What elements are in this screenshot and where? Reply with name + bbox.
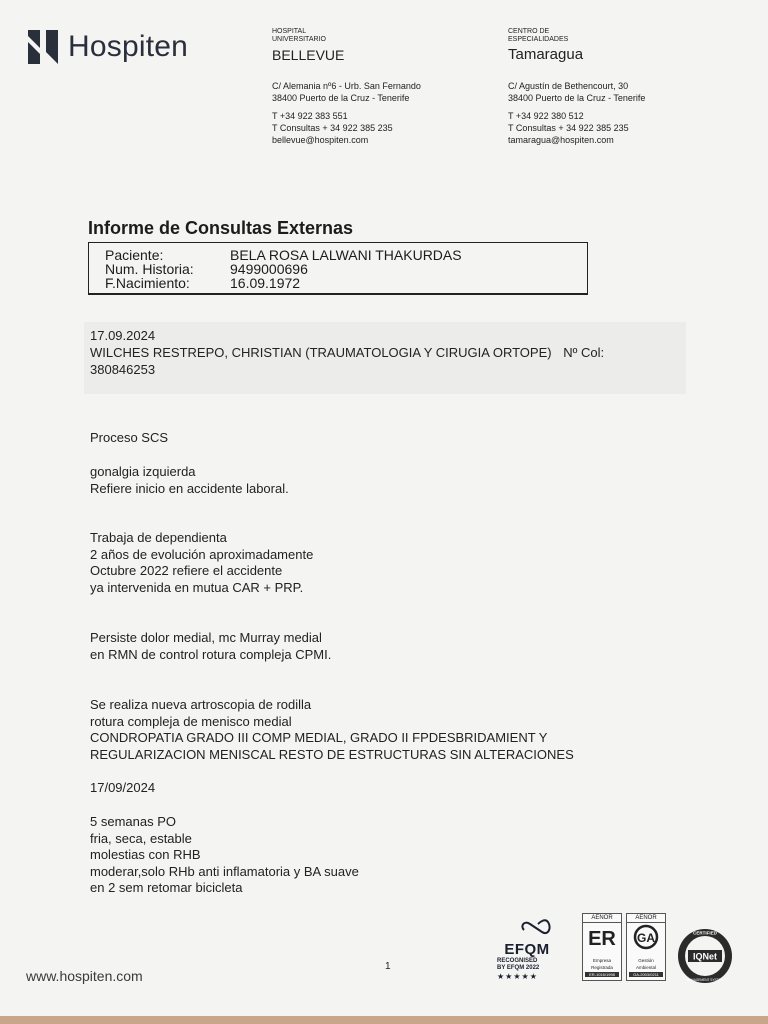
text-line: Se realiza nueva artroscopia de rodilla	[90, 697, 312, 712]
aenor-er-icon	[587, 923, 617, 951]
text-line: molestias con RHB	[90, 847, 201, 862]
hospiten-logo	[26, 28, 188, 66]
hospital-bellevue-block	[272, 28, 421, 146]
text-line: REGULARIZACION MENISCAL RESTO DE ESTRUCTURAS SIN ALTERACIONES	[90, 746, 574, 762]
text-line: en 2 sem retomar bicicleta	[90, 880, 243, 895]
paragraph-followup-date	[90, 780, 155, 797]
centro-name: Tamaragua	[508, 46, 584, 63]
patient-label: Paciente:	[105, 247, 164, 263]
text-line: Proceso SCS	[90, 430, 169, 445]
aenor-sub: Ambiental	[635, 965, 656, 970]
email: bellevue@hospiten.com	[272, 135, 369, 145]
text-line: CONDROPATIA GRADO III COMP MEDIAL, GRADO II FPDESBRIDAMIENT Y	[90, 730, 548, 745]
hospital-type: HOSPITAL UNIVERSITARIO	[272, 28, 326, 43]
report-title: Informe de Consultas Externas	[88, 218, 354, 238]
paragraph-surgery	[90, 697, 574, 763]
hospital-address	[272, 80, 421, 104]
efqm-logo	[497, 916, 557, 981]
paragraph-process	[90, 430, 168, 447]
centro-contact	[508, 110, 645, 146]
svg-text:ER: ER	[588, 928, 616, 950]
address-line: C/ Agustín de Bethencourt, 30	[508, 81, 629, 91]
centro-type: CENTRO DE ESPECIALIDADES	[508, 28, 569, 43]
text-line: fria, seca, estable	[90, 830, 192, 846]
efqm-recognised: RECOGNISED	[497, 958, 538, 964]
phone: T +34 922 383 551	[272, 111, 348, 121]
history-number: 9499000696	[230, 261, 308, 277]
paragraph-complaint	[90, 464, 289, 497]
aenor-code: GA-2003/0211	[629, 972, 663, 977]
phone-consultas: T Consultas + 34 922 385 235	[508, 123, 629, 133]
text-line: Refiere inicio en accidente laboral.	[90, 480, 289, 496]
col-number: 380846253	[90, 362, 156, 377]
iqnet-certified-icon	[676, 927, 734, 985]
text-line: Octubre 2022 refiere el accidente	[90, 563, 283, 578]
iqnet-top: CERTIFIED	[693, 930, 717, 936]
col-label: Nº Col:	[563, 345, 605, 360]
history-label: Num. Historia:	[105, 261, 194, 277]
address-line: 38400 Puerto de la Cruz - Tenerife	[272, 93, 410, 103]
doctor-name: WILCHES RESTREPO, CHRISTIAN (TRAUMATOLOGIA Y CIRUGIA ORTOPE)	[90, 345, 552, 360]
text-line: 17/09/2024	[90, 780, 156, 795]
efqm-infinity-icon	[518, 916, 554, 936]
patient-info-box	[88, 242, 588, 295]
text-line: Trabaja de dependienta	[90, 530, 227, 545]
brand-name: Hospiten	[68, 30, 189, 63]
aenor-title: AENOR	[627, 914, 665, 923]
aenor-title: AENOR	[583, 914, 621, 923]
phone-consultas: T Consultas + 34 922 385 235	[272, 123, 393, 133]
paragraph-followup	[90, 814, 359, 897]
paragraph-findings	[90, 630, 331, 663]
aenor-sub: Registrada	[591, 965, 613, 970]
text-line: rotura compleja de menisco medial	[90, 713, 292, 729]
iqnet-name: IQNet	[692, 951, 718, 962]
text-line: moderar,solo RHb anti inflamatoria y BA suave	[90, 863, 359, 879]
aenor-sub: Empresa	[592, 958, 611, 963]
email: tamaragua@hospiten.com	[508, 135, 614, 145]
text-line: 5 semanas PO	[90, 814, 176, 829]
address-line: 38400 Puerto de la Cruz - Tenerife	[508, 93, 646, 103]
text-line: ya intervenida en mutua CAR + PRP.	[90, 579, 304, 595]
website-link[interactable]: www.hospiten.com	[26, 968, 143, 984]
paragraph-history	[90, 530, 313, 596]
aenor-ga-icon	[631, 923, 661, 951]
phone: T +34 922 380 512	[508, 111, 584, 121]
efqm-stars: ★★★★★	[497, 972, 538, 981]
aenor-er-badge	[582, 913, 622, 981]
aenor-code: ER-1016/1998	[585, 972, 619, 977]
patient-name: BELA ROSA LALWANI THAKURDAS	[230, 247, 462, 263]
text-line: gonalgia izquierda	[90, 464, 196, 479]
text-line: Persiste dolor medial, mc Murray medial	[90, 630, 322, 645]
address-line: C/ Alemania nº6 - Urb. San Fernando	[272, 81, 421, 91]
centro-tamaragua-block	[508, 28, 645, 146]
hospiten-mark-icon	[26, 28, 60, 66]
visit-date: 17.09.2024	[90, 328, 156, 343]
aenor-sub: Gestión	[638, 958, 654, 963]
text-line: 2 años de evolución aproximadamente	[90, 546, 314, 562]
birthdate-label: F.Nacimiento:	[105, 275, 190, 291]
efqm-brand: EFQM	[504, 941, 550, 958]
efqm-year: BY EFQM 2022	[497, 965, 540, 971]
page-number: 1	[385, 961, 391, 972]
centro-address	[508, 80, 645, 104]
birthdate-value: 16.09.1972	[230, 275, 301, 291]
bottom-edge-stripe	[0, 1016, 768, 1024]
text-line: en RMN de control rotura compleja CPMI.	[90, 646, 332, 662]
hospital-contact	[272, 110, 421, 146]
hospital-name: BELLEVUE	[272, 47, 345, 63]
aenor-ga-badge	[626, 913, 666, 981]
svg-text:GA: GA	[637, 931, 655, 945]
doctor-line	[90, 345, 604, 362]
iqnet-bottom: MANAGEMENT SYSTEM	[686, 978, 724, 982]
